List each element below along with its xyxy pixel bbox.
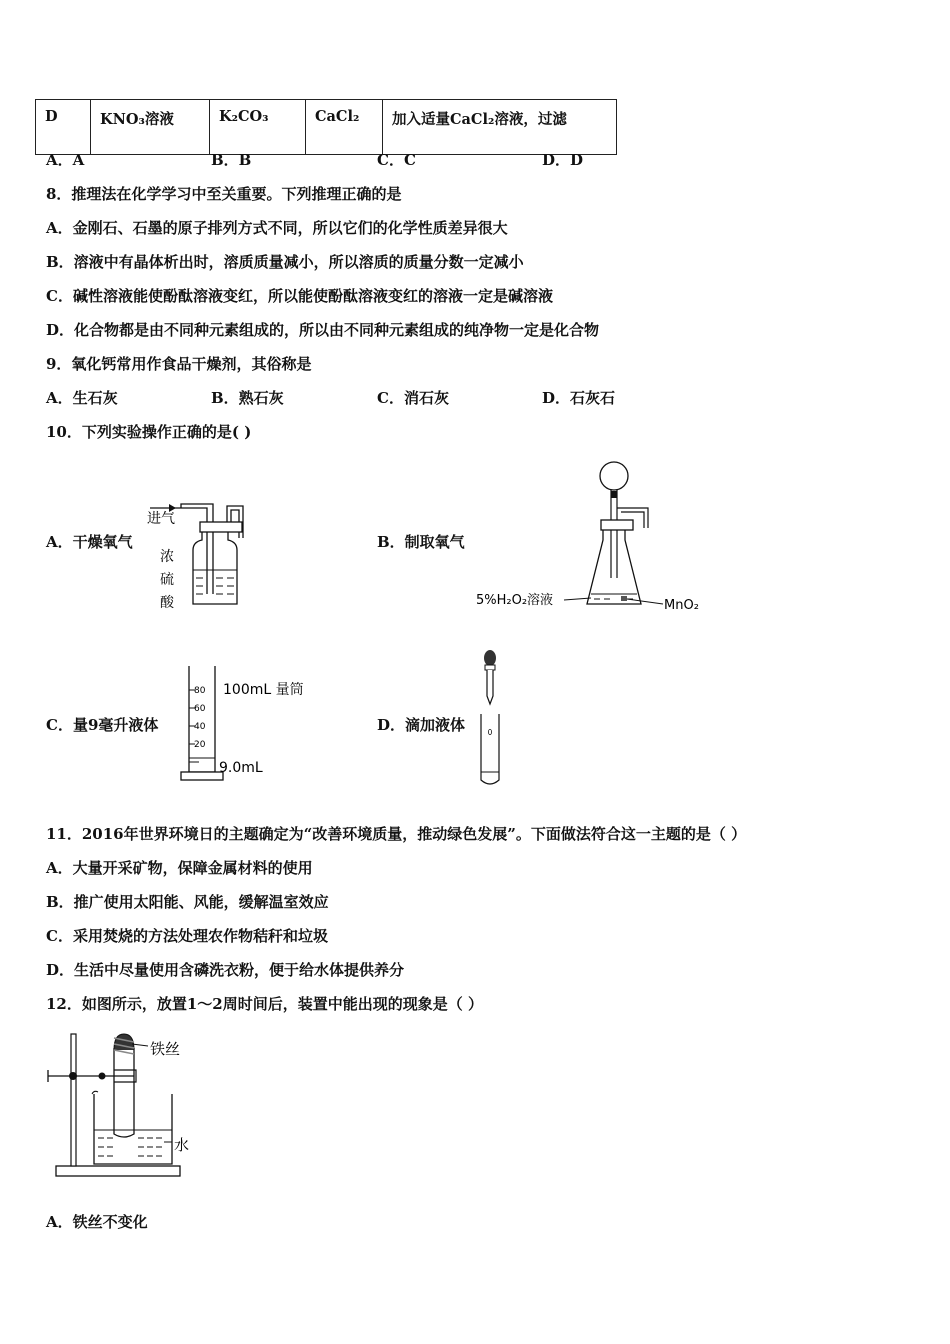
dropper-test-tube-figure [472, 648, 512, 790]
table-cell: D [36, 100, 91, 155]
q8-option-d: D．化合物都是由不同种元素组成的，所以由不同种元素组成的纯净物一定是化合物 [46, 321, 600, 339]
acid-label-1: 浓 [160, 549, 174, 565]
iron-wire-label: 铁丝 [150, 1040, 181, 1058]
table-cell: K₂CO₃ [210, 100, 306, 155]
q7-option-a: A．A [46, 151, 85, 169]
table-cell: KNO₃溶液 [91, 100, 210, 155]
q9-option-c: C．消石灰 [377, 389, 449, 407]
q7-option-d: D．D [542, 151, 584, 169]
q9-stem: 9．氧化钙常用作食品干燥剂，其俗称是 [46, 355, 312, 373]
q10-option-d: D．滴加液体 [377, 716, 466, 734]
reagent-table [35, 99, 617, 155]
graduated-cylinder-figure [175, 660, 325, 785]
q10-option-a: A．干燥氧气 [46, 533, 133, 551]
q11-stem: 11．2016年世界环境日的主题确定为“改善环境质量，推动绿色发展”。下面做法符合这一主题的是（ ） [46, 825, 747, 843]
q8-option-a: A．金刚石、石墨的原子排列方式不同，所以它们的化学性质差异很大 [46, 219, 508, 237]
gas-in-label: 进气 [147, 511, 175, 527]
table-cell: CaCl₂ [306, 100, 383, 155]
q12-option-a: A．铁丝不变化 [46, 1213, 148, 1231]
tick-label: 60 [194, 704, 206, 714]
oxygen-flask-figure [470, 458, 720, 618]
q8-option-b: B．溶液中有晶体析出时，溶质质量减小，所以溶质的质量分数一定减小 [46, 253, 524, 271]
q11-option-b: B．推广使用太阳能、风能，缓解温室效应 [46, 893, 329, 911]
iron-wire-apparatus-figure [44, 1030, 204, 1180]
gas-drying-bottle-figure [145, 498, 250, 616]
q11-option-a: A．大量开采矿物，保障金属材料的使用 [46, 859, 313, 877]
q8-option-c: C．碱性溶液能使酚酞溶液变红，所以能使酚酞溶液变红的溶液一定是碱溶液 [46, 287, 553, 305]
acid-label-3: 酸 [160, 595, 174, 611]
mno2-label: MnO₂ [664, 598, 699, 613]
q9-option-a: A．生石灰 [46, 389, 118, 407]
tick-label: 80 [194, 686, 206, 696]
h2o2-solution-label: 5%H₂O₂溶液 [476, 593, 554, 608]
q10-stem: 10．下列实验操作正确的是( ) [46, 423, 252, 441]
q10-option-b: B．制取氧气 [377, 533, 465, 551]
q7-option-b: B．B [211, 151, 252, 169]
q11-option-c: C．采用焚烧的方法处理农作物秸秆和垃圾 [46, 927, 328, 945]
cylinder-reading-label: 9.0mL [219, 760, 263, 776]
q10-option-c: C．量9毫升液体 [46, 716, 159, 734]
q8-stem: 8．推理法在化学学习中至关重要。下列推理正确的是 [46, 185, 402, 203]
q12-stem: 12．如图所示，放置1～2周时间后，装置中能出现的现象是（ ） [46, 995, 483, 1013]
q9-option-b: B．熟石灰 [211, 389, 284, 407]
table-row [36, 100, 617, 155]
acid-label-2: 硫 [160, 572, 174, 588]
q7-option-c: C．C [377, 151, 416, 169]
q11-option-d: D．生活中尽量使用含磷洗衣粉，便于给水体提供养分 [46, 961, 405, 979]
water-label: 水 [174, 1136, 190, 1154]
q9-option-d: D．石灰石 [542, 389, 616, 407]
table-cell: 加入适量CaCl₂溶液，过滤 [383, 100, 617, 155]
tick-label: 40 [194, 722, 206, 732]
cylinder-capacity-label: 100mL 量筒 [223, 682, 304, 698]
tick-label: 20 [194, 740, 206, 750]
